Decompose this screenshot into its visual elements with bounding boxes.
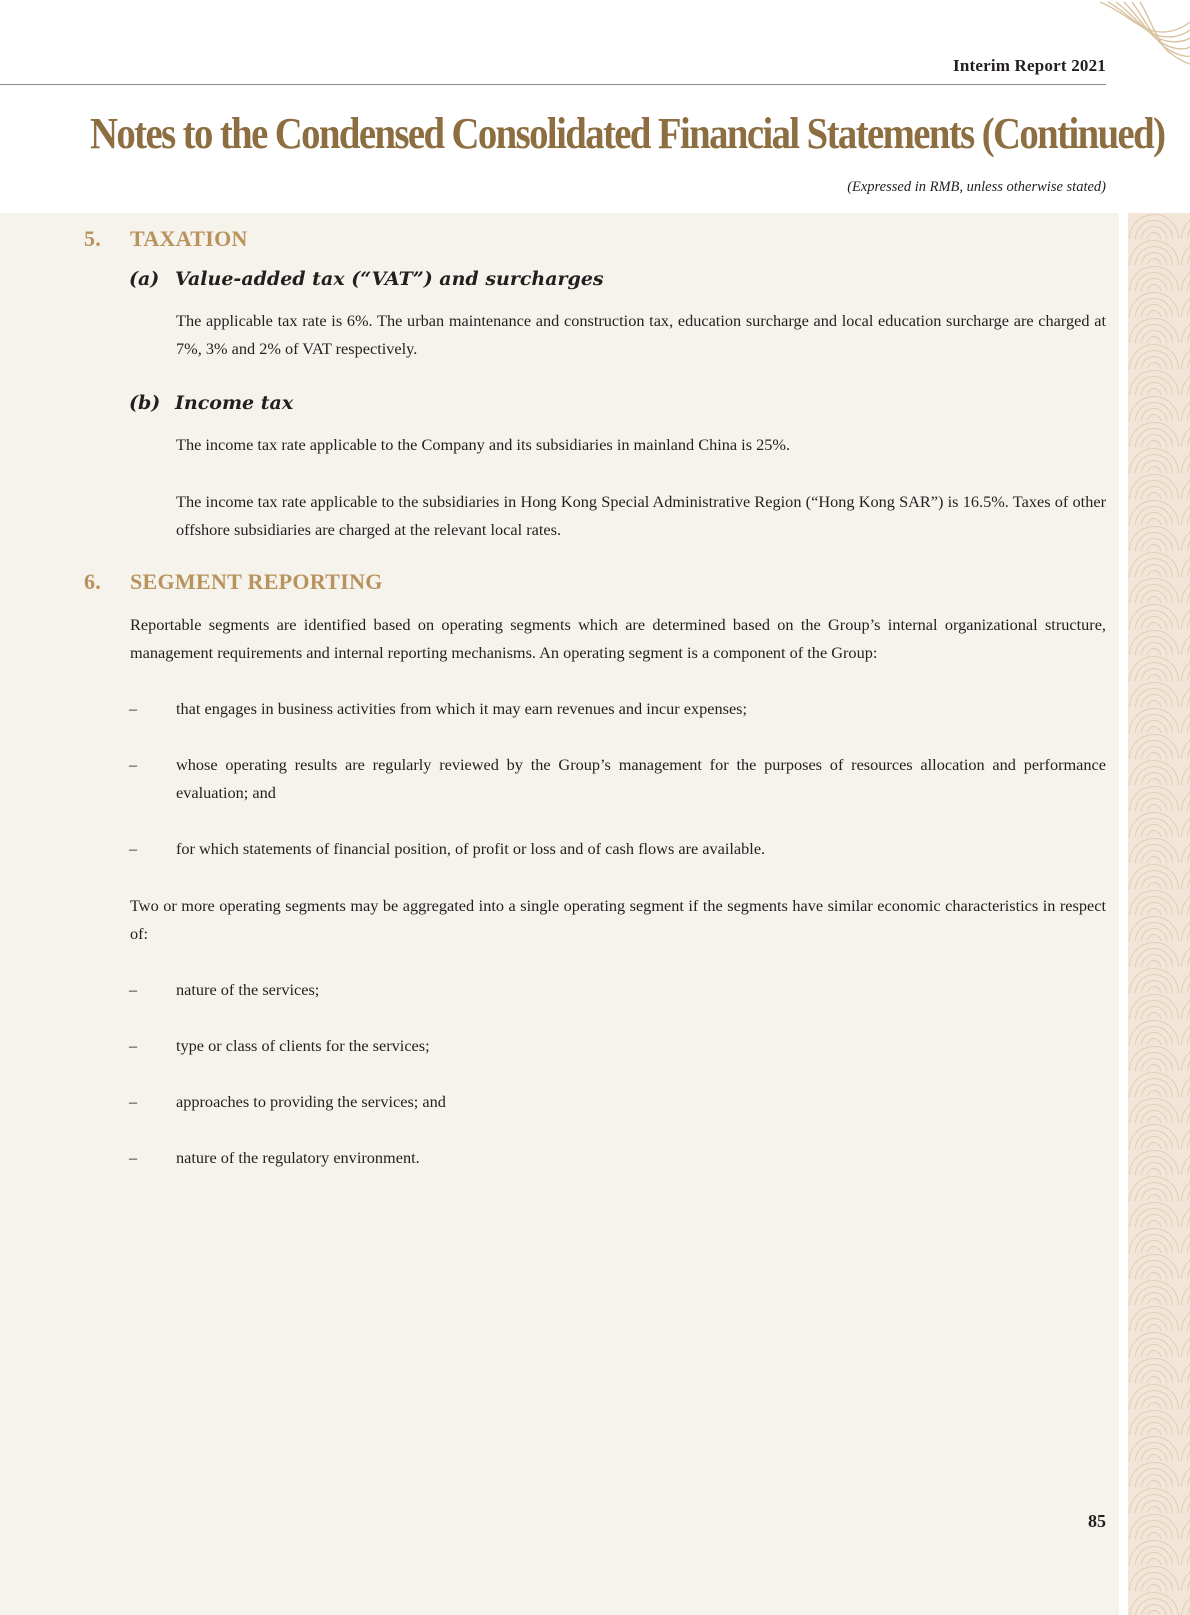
list-item-text: whose operating results are regularly reviewed by the Group’s management for the purposes of resources allocation and performance evaluation; and (176, 755, 1106, 802)
subsection-title: Income tax (175, 392, 294, 414)
bullet-dash: – (129, 839, 138, 858)
paragraph-segment-intro: Reportable segments are identified based on operating segments which are determined based on the Group’s internal organizational structure, management requirements and internal reporting mechanisms. An operating segment is a component of the Group: (130, 615, 1106, 662)
paragraph-vat-rates: The applicable tax rate is 6%. The urban maintenance and construction tax, education surcharge and local education surcharge are charged at 7%, 3% and 2% of VAT respectively. (176, 311, 1106, 358)
section-heading-segment-reporting (84, 569, 383, 595)
list-item-text: approaches to providing the services; and (176, 1092, 446, 1111)
subsection-heading-vat (129, 268, 604, 290)
list-item (129, 751, 1106, 807)
list-item-text: type or class of clients for the services; (176, 1036, 430, 1055)
bullet-dash: – (129, 1092, 138, 1111)
list-item-text: nature of the regulatory environment. (176, 1148, 420, 1167)
running-header: Interim Report 2021 (953, 56, 1106, 75)
bullet-dash: – (129, 980, 138, 999)
page-number: 85 (1088, 1511, 1106, 1531)
list-item-text: that engages in business activities from which it may earn revenues and incur expenses; (176, 699, 748, 718)
bullet-dash: – (129, 1148, 138, 1167)
list-item (129, 835, 1106, 863)
page-title: Notes to the Condensed Consolidated Financial Statements (Continued) (90, 109, 1165, 158)
section-title: TAXATION (130, 226, 248, 251)
bullet-dash: – (129, 1036, 138, 1055)
list-item-text: nature of the services; (176, 980, 320, 999)
subsection-letter: (a) (129, 268, 160, 290)
decorative-pattern-strip (1128, 213, 1190, 1615)
page-subtitle: (Expressed in RMB, unless otherwise stated) (847, 179, 1106, 195)
bullet-dash: – (129, 755, 138, 774)
list-item (129, 1032, 1106, 1060)
paragraph-hk-tax: The income tax rate applicable to the subsidiaries in Hong Kong Special Administrative Region (“Hong Kong SAR”) is 16.5%. Taxes of other offshore subsidiaries are charged at the relevant local rates. (176, 492, 1106, 539)
list-item (129, 1144, 1106, 1172)
list-item (129, 1088, 1106, 1116)
paragraph-aggregation-intro: Two or more operating segments may be aggregated into a single operating segment if the segments have similar economic characteristics in respect of: (130, 896, 1106, 943)
header-divider (0, 84, 1106, 85)
section-number: 6. (84, 569, 102, 594)
bullet-dash: – (129, 699, 138, 718)
list-item-text: for which statements of financial position, of profit or loss and of cash flows are available. (176, 839, 766, 858)
subsection-title: Value-added tax (“VAT”) and surcharges (175, 268, 604, 290)
section-number: 5. (84, 226, 102, 251)
section-heading-taxation (84, 226, 248, 252)
list-item (129, 695, 1106, 723)
subsection-letter: (b) (129, 392, 161, 414)
subsection-heading-income-tax (129, 392, 293, 414)
section-title: SEGMENT REPORTING (130, 569, 383, 594)
list-item (129, 976, 1106, 1004)
paragraph-mainland-tax: The income tax rate applicable to the Company and its subsidiaries in mainland China is 25%. (176, 435, 791, 454)
